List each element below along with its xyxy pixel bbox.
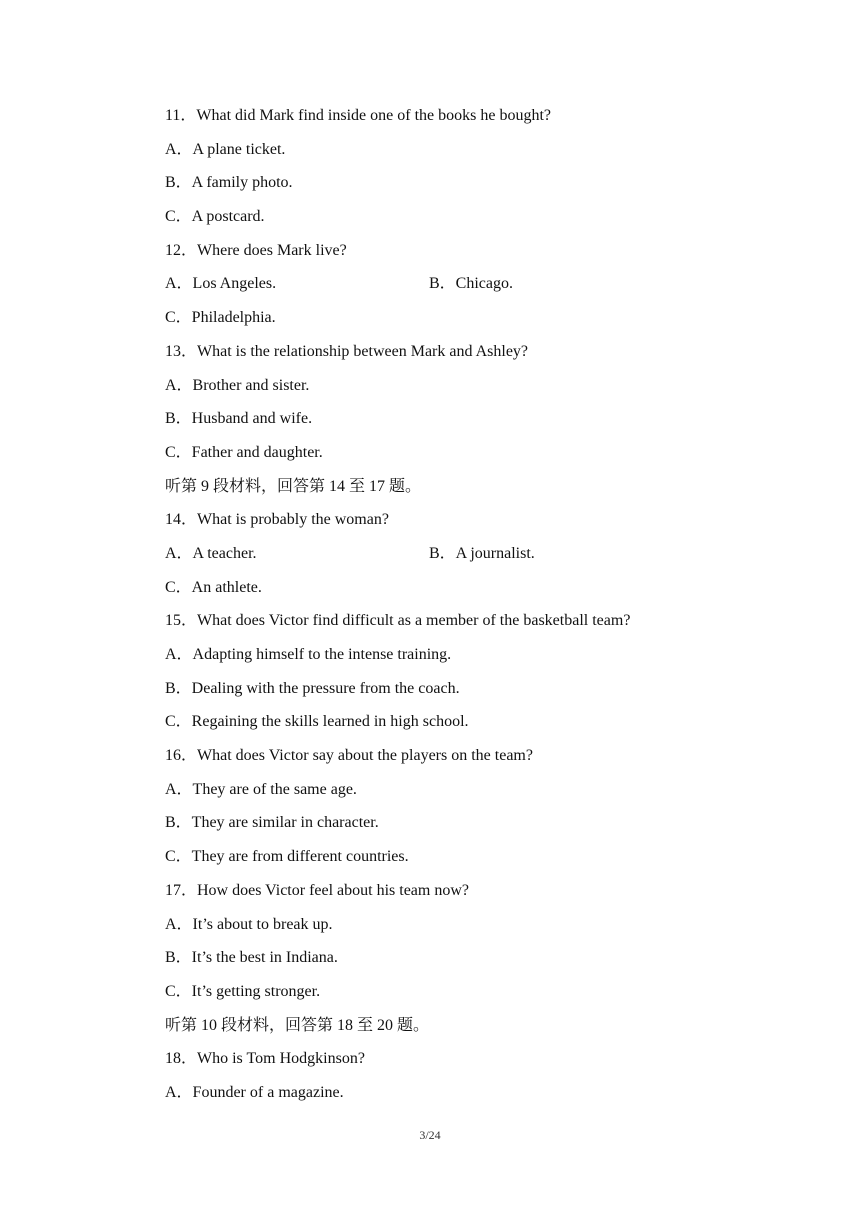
option-11-b: B．A family photo.	[165, 174, 293, 192]
option-17-a: A．It’s about to break up.	[165, 915, 333, 933]
option-15-b: B．Dealing with the pressure from the coach.	[165, 679, 460, 697]
option-16-b: B．They are similar in character.	[165, 814, 379, 832]
section-heading-9: 听第 9 段材料，回答第 14 至 17 题。	[165, 477, 422, 495]
option-15-a: A．Adapting himself to the intense training.	[165, 646, 452, 663]
option-13-b: B．Husband and wife.	[165, 410, 313, 428]
option-16-a: A．They are of the same age.	[165, 780, 357, 798]
question-12: 12．Where does Mark live?	[165, 241, 347, 259]
question-13: 13．What is the relationship between Mark and Ashley?	[165, 342, 529, 360]
option-17-b: B．It’s the best in Indiana.	[165, 949, 338, 967]
page-number: 3/24	[419, 1128, 441, 1142]
question-18: 18．Who is Tom Hodgkinson?	[165, 1050, 365, 1068]
question-16: 16．What does Victor say about the players on the team?	[165, 747, 533, 765]
option-12-c: C．Philadelphia.	[165, 309, 276, 327]
option-13-a: A．Brother and sister.	[165, 376, 310, 394]
option-12-b: B．Chicago.	[429, 275, 513, 293]
option-14-a-b	[165, 541, 725, 575]
option-13-c: C．Father and daughter.	[165, 443, 323, 461]
option-16-c: C．They are from different countries.	[165, 848, 409, 866]
option-11-a: A．A plane ticket.	[165, 140, 286, 158]
question-11: 11．What did Mark find inside one of the books he bought?	[165, 107, 552, 124]
option-14-c: C．An athlete.	[165, 578, 262, 596]
option-14-a: A．A teacher.	[165, 544, 257, 562]
question-15: 15．What does Victor find difficult as a member of the basketball team?	[165, 612, 631, 630]
option-15-c: C．Regaining the skills learned in high school.	[165, 713, 469, 731]
option-18-a: A．Founder of a magazine.	[165, 1083, 344, 1101]
question-list	[165, 103, 725, 1114]
section-heading-10: 听第 10 段材料，回答第 18 至 20 题。	[165, 1016, 430, 1034]
option-12-a: A．Los Angeles.	[165, 275, 277, 293]
question-14: 14．What is probably the woman?	[165, 511, 389, 529]
option-11-c: C．A postcard.	[165, 208, 265, 226]
option-14-b: B．A journalist.	[429, 544, 535, 562]
question-17: 17．How does Victor feel about his team now?	[165, 881, 470, 899]
option-17-c: C．It’s getting stronger.	[165, 982, 321, 1000]
option-12-a-b	[165, 271, 725, 305]
